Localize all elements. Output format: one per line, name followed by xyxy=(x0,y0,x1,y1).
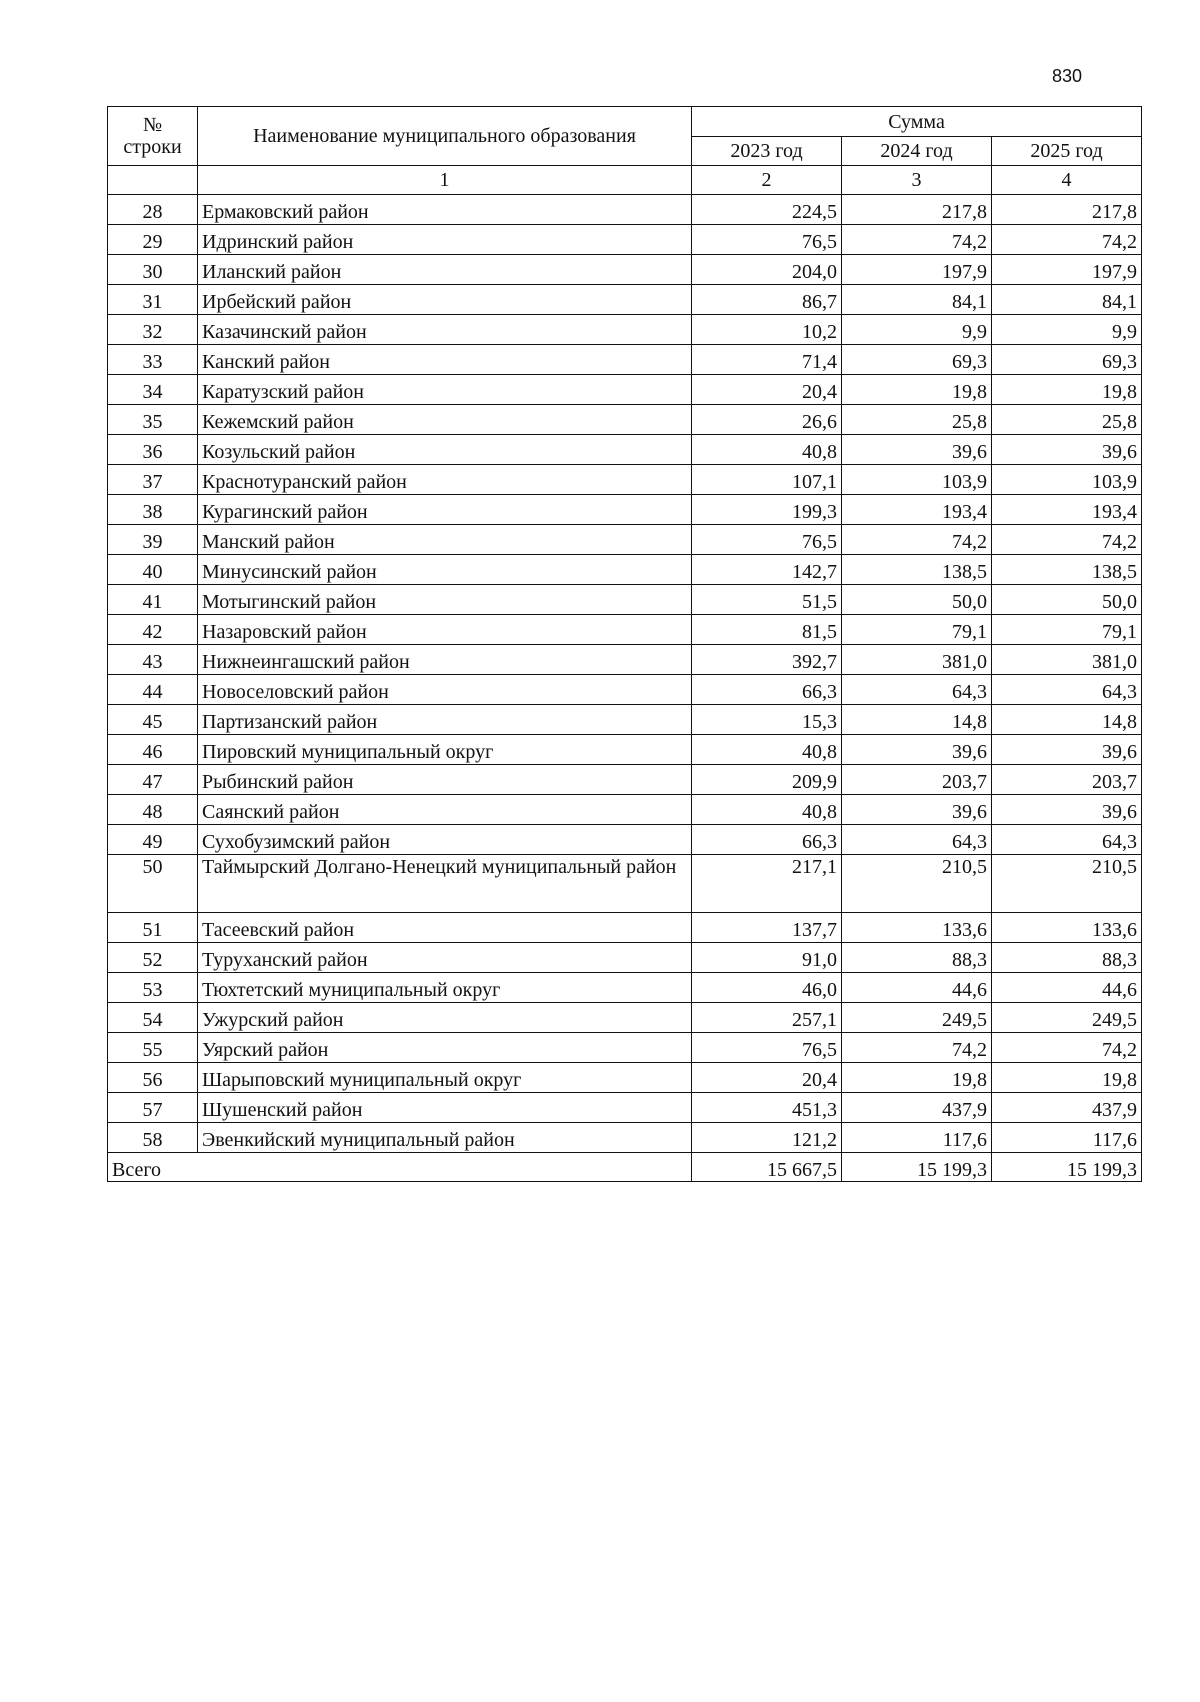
municipality-name: Иланский район xyxy=(198,255,692,285)
table-row xyxy=(108,1003,1142,1033)
value-2025: 197,9 xyxy=(992,255,1142,285)
total-2024: 15 199,3 xyxy=(842,1153,992,1182)
row-number: 46 xyxy=(108,735,198,765)
row-number: 40 xyxy=(108,555,198,585)
table-row xyxy=(108,435,1142,465)
value-2023: 121,2 xyxy=(692,1123,842,1153)
row-number: 42 xyxy=(108,615,198,645)
value-2024: 14,8 xyxy=(842,705,992,735)
value-2025: 217,8 xyxy=(992,195,1142,225)
value-2023: 40,8 xyxy=(692,735,842,765)
value-2024: 217,8 xyxy=(842,195,992,225)
column-index-cell xyxy=(108,166,198,195)
municipality-name: Каратузский район xyxy=(198,375,692,405)
municipality-name: Краснотуранский район xyxy=(198,465,692,495)
value-2023: 137,7 xyxy=(692,913,842,943)
municipality-name: Сухобузимский район xyxy=(198,825,692,855)
row-number: 56 xyxy=(108,1063,198,1093)
table-row xyxy=(108,615,1142,645)
table-row xyxy=(108,315,1142,345)
header-sum: Сумма xyxy=(692,107,1142,137)
row-number: 57 xyxy=(108,1093,198,1123)
row-number: 47 xyxy=(108,765,198,795)
value-2023: 76,5 xyxy=(692,1033,842,1063)
value-2025: 249,5 xyxy=(992,1003,1142,1033)
municipality-name: Партизанский район xyxy=(198,705,692,735)
column-index-cell: 3 xyxy=(842,166,992,195)
value-2023: 10,2 xyxy=(692,315,842,345)
value-2024: 437,9 xyxy=(842,1093,992,1123)
municipality-name: Тюхтетский муниципальный округ xyxy=(198,973,692,1003)
municipality-name: Мотыгинский район xyxy=(198,585,692,615)
allocation-table xyxy=(107,106,1142,1182)
row-number: 35 xyxy=(108,405,198,435)
row-number: 51 xyxy=(108,913,198,943)
value-2023: 217,1 xyxy=(692,855,842,913)
table-row xyxy=(108,943,1142,973)
row-number: 36 xyxy=(108,435,198,465)
municipality-name: Эвенкийский муниципальный район xyxy=(198,1123,692,1153)
municipality-name: Минусинский район xyxy=(198,555,692,585)
value-2023: 51,5 xyxy=(692,585,842,615)
value-2023: 204,0 xyxy=(692,255,842,285)
table-row xyxy=(108,285,1142,315)
table-row xyxy=(108,345,1142,375)
row-number: 41 xyxy=(108,585,198,615)
table-row xyxy=(108,405,1142,435)
table-row xyxy=(108,913,1142,943)
table-header xyxy=(108,107,1142,195)
municipality-name: Козульский район xyxy=(198,435,692,465)
value-2024: 50,0 xyxy=(842,585,992,615)
value-2023: 209,9 xyxy=(692,765,842,795)
value-2023: 81,5 xyxy=(692,615,842,645)
value-2023: 76,5 xyxy=(692,225,842,255)
value-2024: 249,5 xyxy=(842,1003,992,1033)
value-2025: 84,1 xyxy=(992,285,1142,315)
row-number: 39 xyxy=(108,525,198,555)
table-row xyxy=(108,375,1142,405)
value-2023: 76,5 xyxy=(692,525,842,555)
column-index-cell: 1 xyxy=(198,166,692,195)
row-number: 49 xyxy=(108,825,198,855)
value-2024: 210,5 xyxy=(842,855,992,913)
value-2023: 20,4 xyxy=(692,1063,842,1093)
municipality-name: Канский район xyxy=(198,345,692,375)
column-index-cell: 4 xyxy=(992,166,1142,195)
value-2025: 88,3 xyxy=(992,943,1142,973)
value-2023: 20,4 xyxy=(692,375,842,405)
municipality-name: Манский район xyxy=(198,525,692,555)
value-2025: 210,5 xyxy=(992,855,1142,913)
value-2025: 74,2 xyxy=(992,225,1142,255)
header-municipality-name: Наименование муниципального образования xyxy=(198,107,692,166)
municipality-name: Тасеевский район xyxy=(198,913,692,943)
header-year-2023: 2023 год xyxy=(692,137,842,166)
row-number: 28 xyxy=(108,195,198,225)
table-row xyxy=(108,645,1142,675)
value-2024: 74,2 xyxy=(842,1033,992,1063)
value-2025: 39,6 xyxy=(992,435,1142,465)
table-row xyxy=(108,675,1142,705)
value-2024: 74,2 xyxy=(842,225,992,255)
value-2024: 39,6 xyxy=(842,435,992,465)
row-number: 48 xyxy=(108,795,198,825)
row-number: 55 xyxy=(108,1033,198,1063)
table-row xyxy=(108,495,1142,525)
table-row xyxy=(108,525,1142,555)
total-label: Всего xyxy=(108,1153,692,1182)
value-2024: 117,6 xyxy=(842,1123,992,1153)
value-2024: 69,3 xyxy=(842,345,992,375)
row-number: 54 xyxy=(108,1003,198,1033)
value-2025: 19,8 xyxy=(992,1063,1142,1093)
value-2023: 224,5 xyxy=(692,195,842,225)
value-2025: 25,8 xyxy=(992,405,1142,435)
page-number: 830 xyxy=(1052,66,1083,86)
value-2024: 88,3 xyxy=(842,943,992,973)
value-2025: 9,9 xyxy=(992,315,1142,345)
value-2025: 39,6 xyxy=(992,735,1142,765)
municipality-name: Шушенский район xyxy=(198,1093,692,1123)
value-2025: 103,9 xyxy=(992,465,1142,495)
value-2023: 15,3 xyxy=(692,705,842,735)
value-2024: 44,6 xyxy=(842,973,992,1003)
value-2024: 103,9 xyxy=(842,465,992,495)
municipality-name: Ужурский район xyxy=(198,1003,692,1033)
table-row xyxy=(108,225,1142,255)
value-2023: 40,8 xyxy=(692,795,842,825)
table-row xyxy=(108,795,1142,825)
table-row xyxy=(108,705,1142,735)
table-row xyxy=(108,255,1142,285)
row-number: 34 xyxy=(108,375,198,405)
row-number: 38 xyxy=(108,495,198,525)
value-2024: 381,0 xyxy=(842,645,992,675)
value-2025: 64,3 xyxy=(992,675,1142,705)
table-row xyxy=(108,555,1142,585)
row-number: 30 xyxy=(108,255,198,285)
municipality-name: Уярский район xyxy=(198,1033,692,1063)
municipality-name: Саянский район xyxy=(198,795,692,825)
row-number: 33 xyxy=(108,345,198,375)
table-row xyxy=(108,585,1142,615)
value-2025: 64,3 xyxy=(992,825,1142,855)
header-year-2025: 2025 год xyxy=(992,137,1142,166)
table-row xyxy=(108,195,1142,225)
value-2023: 392,7 xyxy=(692,645,842,675)
value-2025: 138,5 xyxy=(992,555,1142,585)
value-2024: 19,8 xyxy=(842,375,992,405)
value-2024: 25,8 xyxy=(842,405,992,435)
value-2025: 44,6 xyxy=(992,973,1142,1003)
value-2025: 193,4 xyxy=(992,495,1142,525)
municipality-name: Туруханский район xyxy=(198,943,692,973)
value-2025: 381,0 xyxy=(992,645,1142,675)
municipality-name: Таймырский Долгано-Ненецкий муниципальный район xyxy=(198,855,692,913)
value-2023: 107,1 xyxy=(692,465,842,495)
value-2025: 133,6 xyxy=(992,913,1142,943)
municipality-name: Казачинский район xyxy=(198,315,692,345)
table-row xyxy=(108,1033,1142,1063)
value-2025: 69,3 xyxy=(992,345,1142,375)
value-2024: 9,9 xyxy=(842,315,992,345)
value-2023: 142,7 xyxy=(692,555,842,585)
municipality-name: Новоселовский район xyxy=(198,675,692,705)
value-2024: 197,9 xyxy=(842,255,992,285)
value-2025: 74,2 xyxy=(992,525,1142,555)
value-2025: 203,7 xyxy=(992,765,1142,795)
municipality-name: Пировский муниципальный округ xyxy=(198,735,692,765)
value-2024: 19,8 xyxy=(842,1063,992,1093)
value-2025: 74,2 xyxy=(992,1033,1142,1063)
total-row xyxy=(108,1153,1142,1182)
value-2023: 257,1 xyxy=(692,1003,842,1033)
header-year-2024: 2024 год xyxy=(842,137,992,166)
value-2025: 39,6 xyxy=(992,795,1142,825)
header-row-number: № строки xyxy=(108,107,198,166)
value-2024: 84,1 xyxy=(842,285,992,315)
value-2023: 66,3 xyxy=(692,675,842,705)
value-2025: 437,9 xyxy=(992,1093,1142,1123)
row-number: 45 xyxy=(108,705,198,735)
value-2023: 91,0 xyxy=(692,943,842,973)
value-2025: 117,6 xyxy=(992,1123,1142,1153)
value-2024: 74,2 xyxy=(842,525,992,555)
value-2024: 193,4 xyxy=(842,495,992,525)
table-row xyxy=(108,465,1142,495)
value-2024: 64,3 xyxy=(842,675,992,705)
value-2024: 39,6 xyxy=(842,735,992,765)
value-2024: 64,3 xyxy=(842,825,992,855)
municipality-name: Курагинский район xyxy=(198,495,692,525)
municipality-name: Кежемский район xyxy=(198,405,692,435)
table-row xyxy=(108,1123,1142,1153)
value-2023: 46,0 xyxy=(692,973,842,1003)
row-number: 37 xyxy=(108,465,198,495)
value-2024: 203,7 xyxy=(842,765,992,795)
row-number: 58 xyxy=(108,1123,198,1153)
row-number: 50 xyxy=(108,855,198,913)
table-row xyxy=(108,1093,1142,1123)
value-2024: 133,6 xyxy=(842,913,992,943)
row-number: 29 xyxy=(108,225,198,255)
value-2025: 50,0 xyxy=(992,585,1142,615)
table-row xyxy=(108,735,1142,765)
row-number: 43 xyxy=(108,645,198,675)
row-number: 44 xyxy=(108,675,198,705)
total-2023: 15 667,5 xyxy=(692,1153,842,1182)
value-2023: 199,3 xyxy=(692,495,842,525)
value-2023: 40,8 xyxy=(692,435,842,465)
table-row xyxy=(108,855,1142,913)
municipality-name: Шарыповский муниципальный округ xyxy=(198,1063,692,1093)
row-number: 32 xyxy=(108,315,198,345)
municipality-name: Ермаковский район xyxy=(198,195,692,225)
municipality-name: Ирбейский район xyxy=(198,285,692,315)
value-2023: 26,6 xyxy=(692,405,842,435)
value-2025: 79,1 xyxy=(992,615,1142,645)
value-2024: 79,1 xyxy=(842,615,992,645)
value-2024: 39,6 xyxy=(842,795,992,825)
value-2023: 86,7 xyxy=(692,285,842,315)
table-row xyxy=(108,825,1142,855)
table-row xyxy=(108,973,1142,1003)
value-2023: 66,3 xyxy=(692,825,842,855)
value-2023: 71,4 xyxy=(692,345,842,375)
table-body xyxy=(108,195,1142,1182)
table-row xyxy=(108,1063,1142,1093)
value-2025: 14,8 xyxy=(992,705,1142,735)
column-index-cell: 2 xyxy=(692,166,842,195)
municipality-name: Рыбинский район xyxy=(198,765,692,795)
row-number: 53 xyxy=(108,973,198,1003)
value-2024: 138,5 xyxy=(842,555,992,585)
municipality-name: Идринский район xyxy=(198,225,692,255)
total-2025: 15 199,3 xyxy=(992,1153,1142,1182)
municipality-name: Назаровский район xyxy=(198,615,692,645)
table-row xyxy=(108,765,1142,795)
value-2025: 19,8 xyxy=(992,375,1142,405)
row-number: 31 xyxy=(108,285,198,315)
value-2023: 451,3 xyxy=(692,1093,842,1123)
municipality-name: Нижнеингашский район xyxy=(198,645,692,675)
row-number: 52 xyxy=(108,943,198,973)
